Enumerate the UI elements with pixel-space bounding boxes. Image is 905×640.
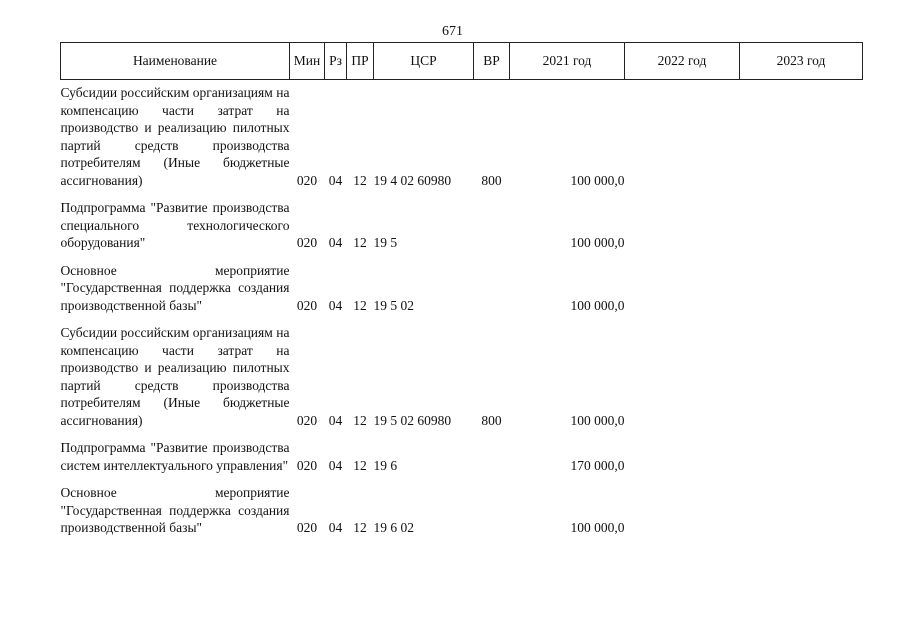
- cell-y2022: [625, 474, 740, 537]
- table-row: [61, 429, 863, 474]
- cell-y2022: [625, 189, 740, 252]
- cell-y2023: [740, 429, 855, 474]
- table-row: [61, 314, 863, 429]
- cell-vr: [474, 429, 510, 474]
- cell-y2023: [740, 474, 855, 537]
- cell-rz: 04: [328, 297, 343, 313]
- cell-csr: 19 4 02 60980: [373, 172, 452, 188]
- cell-rz: 04: [328, 457, 343, 473]
- page-number: 671: [442, 24, 463, 39]
- cell-name: Субсидии российским организациям на компенсацию части затрат на производство и реализацию пилотных партий средств производства потребителям (Иные бюджетные ассигнования): [60, 85, 290, 188]
- cell-min: 020: [296, 412, 318, 428]
- table-row: [61, 80, 863, 190]
- cell-pr: 12: [353, 457, 367, 473]
- header-2021: 2021 год: [510, 43, 625, 80]
- cell-csr: 19 6: [373, 457, 398, 473]
- cell-rz: 04: [328, 235, 343, 250]
- table-row: [61, 189, 863, 252]
- cell-y2022: [625, 429, 740, 474]
- cell-vr: [474, 252, 510, 315]
- cell-name: Основное мероприятие "Государственная поддержка создания производственной базы": [60, 262, 290, 313]
- cell-y2023: [740, 252, 855, 315]
- cell-pr: 12: [353, 235, 367, 250]
- header-pr: ПР: [347, 43, 374, 80]
- cell-y2023: [740, 189, 855, 252]
- cell-y2021: 100 000,0: [570, 412, 625, 428]
- cell-vr: [474, 189, 510, 252]
- header-name: Наименование: [61, 43, 290, 80]
- cell-name: Субсидии российским организациям на компенсацию части затрат на производство и реализацию пилотных партий средств производства потребителям (Иные бюджетные ассигнования): [60, 325, 290, 428]
- cell-rz: 04: [328, 412, 343, 428]
- cell-y2021: 100 000,0: [570, 235, 625, 250]
- cell-pr: 12: [353, 412, 367, 428]
- cell-pr: 12: [353, 297, 367, 313]
- cell-vr: 800: [481, 172, 502, 188]
- cell-pr: 12: [353, 520, 367, 535]
- header-rz: Рз: [325, 43, 347, 80]
- cell-min: 020: [296, 172, 318, 188]
- cell-min: 020: [296, 457, 318, 473]
- table-row: [61, 252, 863, 315]
- cell-y2022: [625, 314, 740, 429]
- table-row: [61, 474, 863, 537]
- cell-y2021: 100 000,0: [570, 172, 625, 188]
- budget-table: [60, 42, 863, 537]
- cell-y2021: 100 000,0: [570, 520, 625, 535]
- header-min: Мин: [290, 43, 325, 80]
- cell-name: Подпрограмма "Развитие производства специального технологического оборудования": [60, 200, 290, 250]
- cell-csr: 19 5 02 60980: [373, 412, 452, 428]
- header-csr: ЦСР: [374, 43, 474, 80]
- cell-y2023: [740, 80, 855, 190]
- cell-rz: 04: [328, 520, 343, 535]
- cell-min: 020: [296, 297, 318, 313]
- cell-y2022: [625, 252, 740, 315]
- header-vr: ВР: [474, 43, 510, 80]
- header-2022: 2022 год: [625, 43, 740, 80]
- cell-csr: 19 6 02: [373, 520, 414, 535]
- cell-name: Подпрограмма "Развитие производства систем интеллектуального управления": [60, 440, 290, 473]
- cell-pr: 12: [353, 172, 367, 188]
- table-body: [61, 80, 863, 537]
- cell-csr: 19 5 02: [373, 297, 414, 313]
- table-header-row: [61, 43, 863, 80]
- header-2023: 2023 год: [740, 43, 863, 80]
- cell-y2023: [740, 314, 855, 429]
- cell-rz: 04: [328, 172, 343, 188]
- cell-vr: [474, 474, 510, 537]
- cell-min: 020: [296, 520, 318, 535]
- cell-vr: 800: [481, 412, 502, 428]
- cell-y2021: 170 000,0: [570, 457, 625, 473]
- cell-y2021: 100 000,0: [570, 297, 625, 313]
- cell-csr: 19 5: [373, 235, 398, 250]
- cell-name: Основное мероприятие "Государственная поддержка создания производственной базы": [60, 485, 290, 535]
- cell-min: 020: [296, 235, 318, 250]
- cell-y2022: [625, 80, 740, 190]
